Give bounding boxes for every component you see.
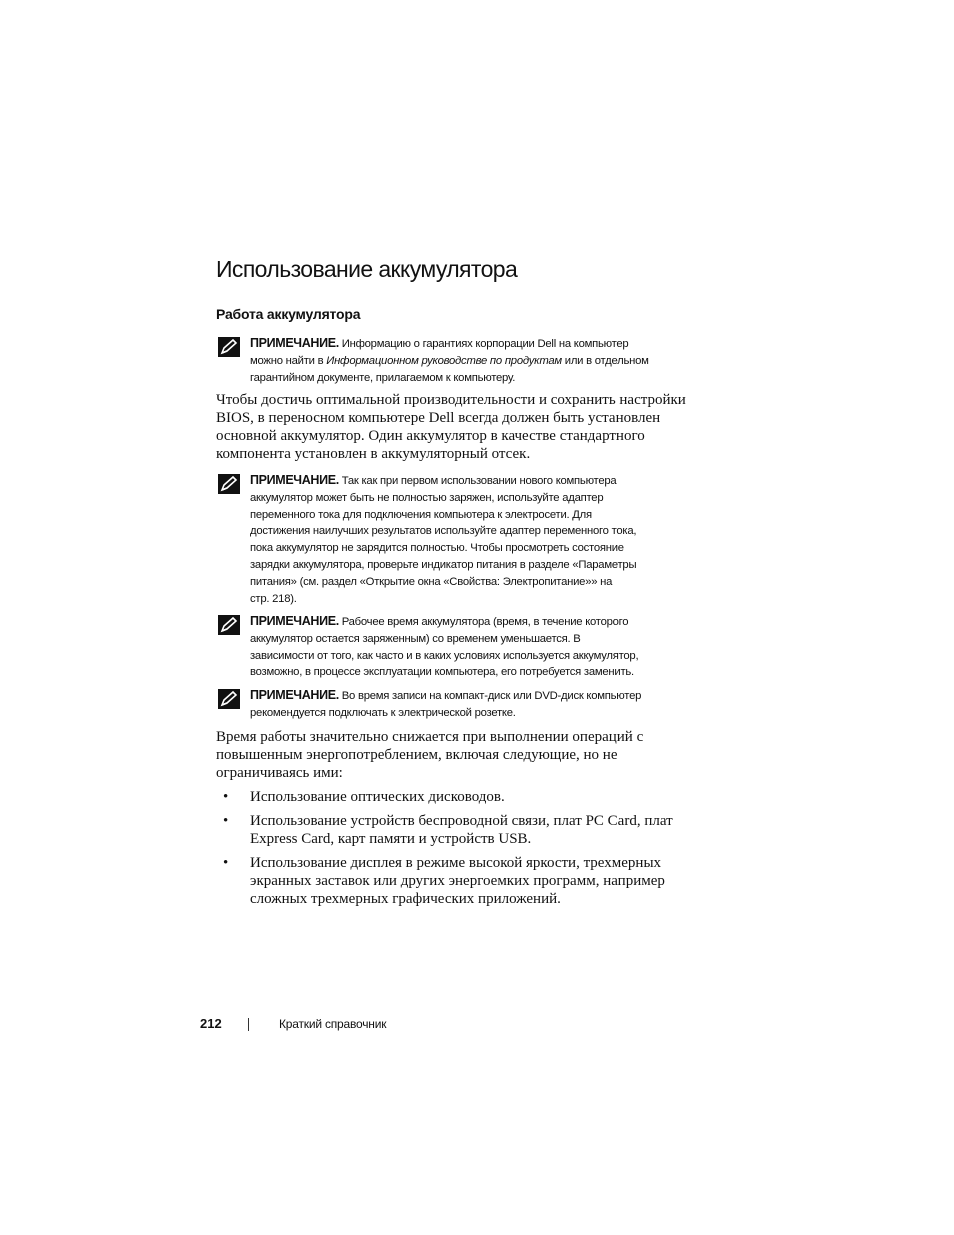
page-footer xyxy=(0,1016,954,1036)
note-pencil-icon xyxy=(218,474,240,494)
note-text: Во время записи на компакт-диск или DVD-диск компьютер xyxy=(341,690,642,702)
paragraph-runtime xyxy=(216,728,716,782)
note-text: аккумулятор может быть не полностью заряжен, используйте адаптер xyxy=(250,491,604,504)
list-item-text: Использование оптических дисководов. xyxy=(250,789,505,805)
list-item-text: сложных трехмерных графических приложений. xyxy=(250,891,561,908)
note-label: ПРИМЕЧАНИЕ. xyxy=(250,473,339,487)
note-text: гарантийном документе, прилагаемом к компьютеру. xyxy=(250,371,516,384)
page-heading: Использование аккумулятора xyxy=(216,256,518,282)
bullet-marker: • xyxy=(223,813,229,829)
note-label: ПРИМЕЧАНИЕ. xyxy=(250,688,339,702)
paragraph-line: повышенным энергопотреблением, включая следующие, но не xyxy=(216,747,618,764)
note-text: аккумулятор остается заряженным) со временем уменьшается. В xyxy=(250,632,581,645)
note-text: переменного тока для подключения компьютера к электросети. Для xyxy=(250,508,592,521)
list-item-text: экранных заставок или других энергоемких программ, например xyxy=(250,873,665,890)
page-number: 212 xyxy=(200,1016,222,1031)
paragraph-line: Время работы значительно снижается при выполнении операций с xyxy=(216,729,644,745)
note-text: возможно, в процессе эксплуатации компьютера, его потребуется заменить. xyxy=(250,666,634,679)
note-label: ПРИМЕЧАНИЕ. xyxy=(250,614,339,628)
note-pencil-icon xyxy=(218,615,240,635)
bullet-marker: • xyxy=(223,789,229,805)
footer-title: Краткий справочник xyxy=(279,1017,387,1031)
note-pencil-icon xyxy=(218,337,240,357)
list-item-text: Express Card, карт памяти и устройств USB. xyxy=(250,831,532,848)
note-text: рекомендуется подключать к электрической розетке. xyxy=(250,706,516,719)
note-text: Рабочее время аккумулятора (время, в течение которого xyxy=(341,616,629,628)
paragraph-battery-intro xyxy=(216,391,716,463)
section-heading: Работа аккумулятора xyxy=(216,306,361,322)
bullet-marker: • xyxy=(223,855,229,871)
paragraph-line: BIOS, в переносном компьютере Dell всегда должен быть установлен xyxy=(216,410,661,427)
note-text: Информацию о гарантиях корпорации Dell на компьютер xyxy=(341,338,629,350)
note-text: зарядки аккумулятора, проверьте индикатор питания в разделе «Параметры xyxy=(250,558,637,571)
note-text: зависимости от того, как часто и в каких условиях используется аккумулятор, xyxy=(250,649,639,662)
footer-divider xyxy=(248,1018,249,1031)
note-label: ПРИМЕЧАНИЕ. xyxy=(250,336,339,350)
paragraph-line: ограничиваясь ими: xyxy=(216,765,343,782)
note-text: Так как при первом использовании нового компьютера xyxy=(341,475,617,487)
paragraph-line: компонента установлен в аккумуляторный отсек. xyxy=(216,446,531,463)
list-item-text: Использование устройств беспроводной связи, плат PC Card, плат xyxy=(250,813,673,829)
note-text: питания» (см. раздел «Открытие окна «Свойства: Электропитание»» на xyxy=(250,575,613,588)
note-text: или в отдельном xyxy=(561,354,649,367)
note-text: пока аккумулятор не зарядится полностью. Чтобы просмотреть состояние xyxy=(250,542,624,555)
note-pencil-icon xyxy=(218,689,240,709)
note-text: достижения наилучших результатов используйте адаптер переменного тока, xyxy=(250,525,637,538)
document-title-italic: Информационном руководстве по продуктам xyxy=(326,354,562,367)
paragraph-line: Чтобы достичь оптимальной производительности и сохранить настройки xyxy=(216,392,686,408)
list-item-text: Использование дисплея в режиме высокой яркости, трехмерных xyxy=(250,855,662,871)
note-text: можно найти в xyxy=(250,354,327,367)
note-text: стр. 218). xyxy=(250,592,297,605)
paragraph-line: основной аккумулятор. Один аккумулятор в качестве стандартного xyxy=(216,428,645,445)
